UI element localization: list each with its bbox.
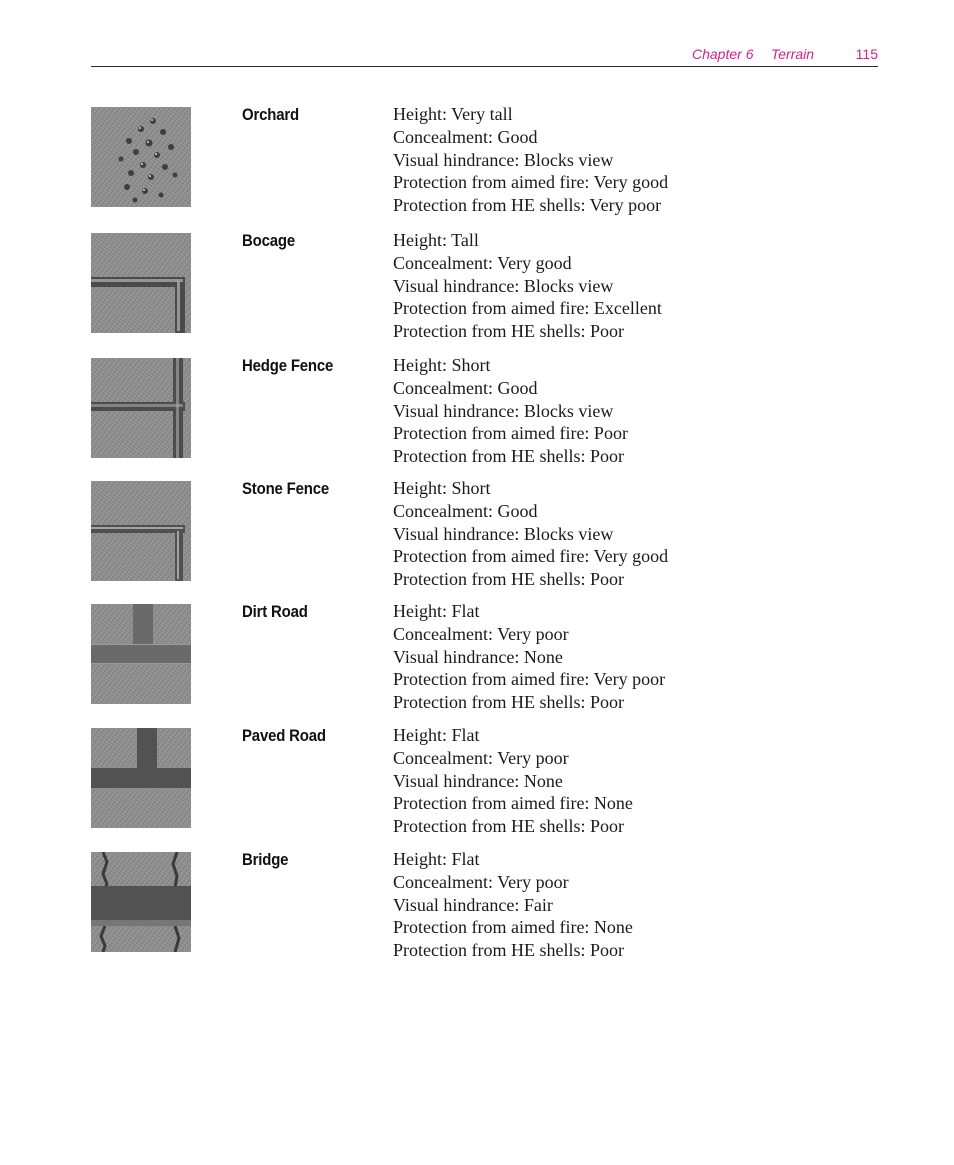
- property-he-shells: Protection from HE shells: Very poor: [393, 195, 662, 216]
- terrain-properties: [393, 477, 668, 591]
- section-label: Terrain: [771, 46, 815, 62]
- property-visual-hindrance: Visual hindrance: Blocks view: [393, 523, 614, 544]
- property-height: Height: Short: [393, 355, 491, 375]
- property-concealment: Concealment: Good: [393, 500, 538, 521]
- property-concealment: Concealment: Very good: [393, 252, 572, 273]
- terrain-properties: [393, 103, 668, 217]
- property-he-shells: Protection from HE shells: Poor: [393, 940, 624, 961]
- terrain-name: Bridge: [242, 850, 289, 869]
- terrain-name: Orchard: [242, 105, 299, 124]
- terrain-properties: [393, 848, 633, 962]
- property-height: Height: Tall: [393, 230, 479, 250]
- terrain-entry-hedge-fence: [91, 355, 878, 478]
- property-he-shells: Protection from HE shells: Poor: [393, 446, 624, 467]
- bocage-tile-icon: [91, 233, 191, 333]
- terrain-entry-orchard: [91, 104, 878, 227]
- property-height: Height: Flat: [393, 601, 480, 621]
- property-he-shells: Protection from HE shells: Poor: [393, 692, 624, 713]
- stone-fence-tile-icon: [91, 481, 191, 581]
- property-aimed-fire: Protection from aimed fire: Excellent: [393, 298, 662, 319]
- property-visual-hindrance: Visual hindrance: None: [393, 646, 563, 667]
- property-visual-hindrance: Visual hindrance: Fair: [393, 894, 553, 915]
- property-he-shells: Protection from HE shells: Poor: [393, 816, 624, 837]
- property-concealment: Concealment: Good: [393, 126, 538, 147]
- property-aimed-fire: Protection from aimed fire: Poor: [393, 423, 628, 444]
- terrain-entry-paved-road: [91, 725, 878, 848]
- property-aimed-fire: Protection from aimed fire: Very poor: [393, 669, 666, 690]
- terrain-name: Stone Fence: [242, 479, 330, 498]
- terrain-properties: [393, 354, 628, 468]
- property-concealment: Concealment: Very poor: [393, 623, 569, 644]
- terrain-properties: [393, 600, 665, 714]
- chapter-label: Chapter 6: [692, 46, 754, 62]
- terrain-entry-bridge: [91, 849, 878, 972]
- property-height: Height: Short: [393, 478, 491, 498]
- orchard-tile-icon: [91, 107, 191, 207]
- terrain-entry-bocage: [91, 230, 878, 353]
- terrain-name: Dirt Road: [242, 602, 308, 621]
- property-concealment: Concealment: Very poor: [393, 747, 569, 768]
- property-visual-hindrance: Visual hindrance: Blocks view: [393, 400, 614, 421]
- property-aimed-fire: Protection from aimed fire: None: [393, 793, 633, 814]
- paved-road-tile-icon: [91, 728, 191, 828]
- terrain-name: Hedge Fence: [242, 356, 334, 375]
- terrain-name: Bocage: [242, 231, 295, 250]
- property-aimed-fire: Protection from aimed fire: Very good: [393, 172, 669, 193]
- terrain-entry-stone-fence: [91, 478, 878, 601]
- terrain-entry-dirt-road: [91, 601, 878, 724]
- property-height: Height: Very tall: [393, 104, 513, 124]
- property-he-shells: Protection from HE shells: Poor: [393, 569, 624, 590]
- property-visual-hindrance: Visual hindrance: None: [393, 770, 563, 791]
- property-he-shells: Protection from HE shells: Poor: [393, 321, 624, 342]
- property-concealment: Concealment: Good: [393, 377, 538, 398]
- property-visual-hindrance: Visual hindrance: Blocks view: [393, 149, 614, 170]
- running-header: [91, 44, 878, 67]
- property-height: Height: Flat: [393, 849, 480, 869]
- terrain-properties: [393, 724, 633, 838]
- property-aimed-fire: Protection from aimed fire: None: [393, 917, 633, 938]
- property-concealment: Concealment: Very poor: [393, 871, 569, 892]
- property-height: Height: Flat: [393, 725, 480, 745]
- terrain-name: Paved Road: [242, 726, 326, 745]
- page-number: 115: [855, 46, 878, 62]
- bridge-tile-icon: [91, 852, 191, 952]
- hedge-fence-tile-icon: [91, 358, 191, 458]
- dirt-road-tile-icon: [91, 604, 191, 704]
- terrain-properties: [393, 229, 662, 343]
- property-aimed-fire: Protection from aimed fire: Very good: [393, 546, 669, 567]
- property-visual-hindrance: Visual hindrance: Blocks view: [393, 275, 614, 296]
